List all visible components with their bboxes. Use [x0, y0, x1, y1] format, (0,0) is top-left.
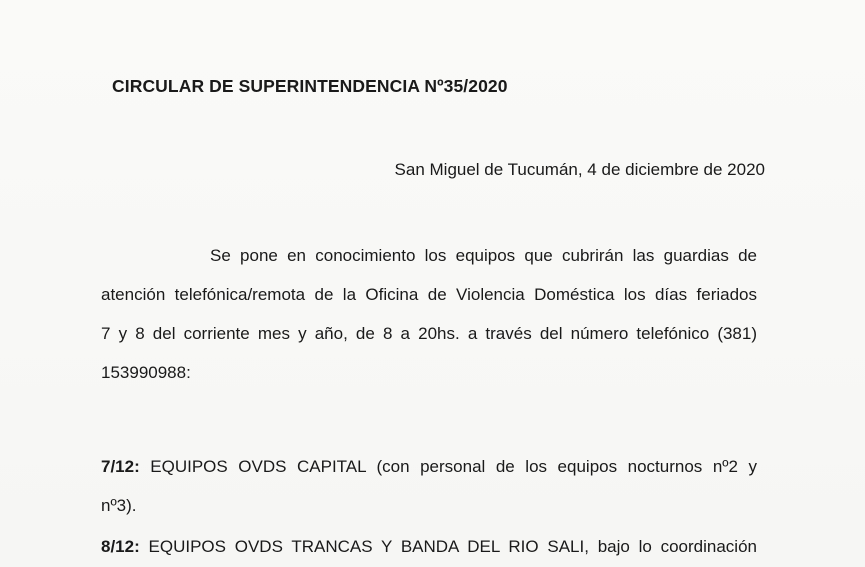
paragraph-line: 153990988:: [101, 363, 191, 382]
place-date: San Miguel de Tucumán, 4 de diciembre de 2020: [394, 160, 765, 179]
entry-7-12: [101, 447, 757, 525]
entry-line: [101, 447, 757, 486]
entry-text: EQUIPOS OVDS TRANCAS Y BANDA DEL RIO SALI, bajo lo coordinación: [139, 537, 757, 556]
paragraph-line: atención telefónica/remota de la Oficina de Violencia Doméstica los días feriados: [101, 285, 757, 304]
entry-date-label: 8/12:: [101, 537, 140, 556]
body-paragraph: [101, 236, 757, 392]
entry-8-12: [101, 527, 757, 566]
paragraph-line: 7 y 8 del corriente mes y año, de 8 a 20hs. a través del número telefónico (381): [101, 324, 757, 343]
paragraph-line: Se pone en conocimiento los equipos que cubrirán las guardias de: [210, 246, 757, 265]
entry-line: nº3).: [101, 496, 137, 515]
document-title: CIRCULAR DE SUPERINTENDENCIA Nº35/2020: [112, 76, 508, 96]
entry-line: [101, 527, 757, 566]
entry-text: EQUIPOS OVDS CAPITAL (con personal de los equipos nocturnos nº2 y: [139, 457, 757, 476]
entry-date-label: 7/12:: [101, 457, 140, 476]
